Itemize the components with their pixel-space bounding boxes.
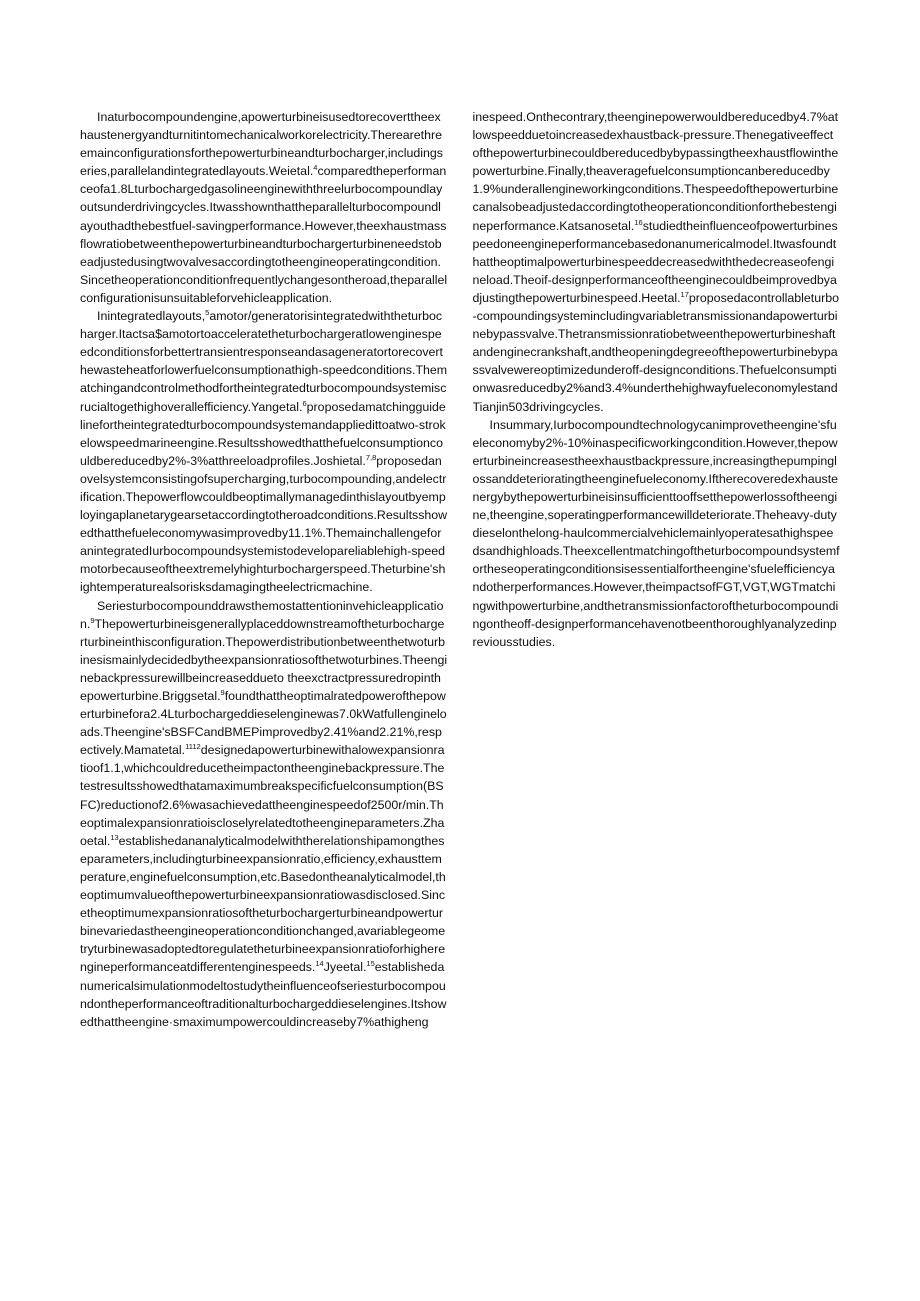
citation-ref: 6 <box>302 398 307 408</box>
citation-ref: 4 <box>313 163 318 173</box>
paragraph-last-line: Tianjin503drivingcycles. <box>472 399 604 414</box>
citation-ref: 9 <box>220 687 225 697</box>
right-column <box>473 108 841 1228</box>
left-column <box>80 108 448 1228</box>
paragraph-series-continued: inespeed.Onthecontrary,theenginepowerwouldbereducedby4.7%atlowspeedduetoincreasedexhaustback-pressure.Thenegativeeffectofthepowerturbinecouldbereducedbybypassingtheexhaustflowinthepowerturbine.Finally,theaveragefuelconsumptioncanbereducedby1.9%underallengineworkingconditions.Thespeedofthepowerturbinecanalsobeadjustedaccordingtotheoperationconditionforthebestengineperformance.Katsanosetal.$^{16}$studiedtheinfluenceofpowerturbinespeedoneengineperformancebasedonanumericalmodel.Itwasfoundthattheoptimalpowerturbinespeeddecreasedwiththedecreaseofengineload.Theoif-designperformanceoftheenginecouldbeimprovedbyadjustingthepowerturbinespeed.Heetal.$^{17}$proposedacontrollableturbo-compoundingsystemincludingvariabletransmissionandapowerturbinebypassvalve.Thetransmissionratiobetweenthepowerturbineshaftandenginecrankshaft,andtheopeningdegreeofthepowerturbinebypassvalvewereoptimizedunderoff-designconditions.Thefuelconsumptionwasreducedby2%and3.4%underthehighwayfueleconomylestand <box>472 110 840 396</box>
citation-ref: 13 <box>110 832 119 842</box>
citation-ref: 16 <box>634 217 643 227</box>
citation-ref: 14 <box>315 959 324 969</box>
paragraph-summary: Insummary,Iurbocompoundtechnologycanimprovetheengine'sfueleconomyby2%-10%inaspecificworkingcondition.However,thepowerturbineincreasestheexhaustbackpressure,increasingthepumpinglossanddeterioratingtheenginefueleconomy.Iftherecoveredexhaustenergybythepowerturbineisinsufficienttooffsetthepowerlossoftheengine,theengine,soperatingperformancewilldeteriorate.Theheavy-dutydieselonthelong-haulcommercialvehiclemainlyoperatesathighspeedsandhighloads.Theexcellentmatchingoftheturbocompoundsystemfortheseoperatingconditionsisessentialfortheengine'sfuelefficiencyandotherperformances.However,theimpactsofFGT,VGT,WGTmatchingwithpowerturbine,andthetransmissionfactoroftheturbocompoundingontheoff-designperformancehavenotbeenthoroughlyanalyzedinpreviousstudies. <box>472 417 840 649</box>
citation-ref: 17 <box>680 289 689 299</box>
paragraph-series-turbocompound: Seriesturbocompounddrawsthemostattentioninvehicleapplication.$^9$Thepowerturbineisgenerallyplaceddownstreamoftheturbochargerturbineinthisconfiguration.Thepowerdistributionbetweenthetwoturbinesismainlydecidedbytheexpansionratiosofthetwoturbines.Theenginebackpressurewillbeincreaseddueto theexctractpressuredropinthepowerturbine.Briggsetal.$^9$foundthattheoptimalratedpowerofthepowerturbineforа2.4Lturbochargeddieselenginewas7.0kWatfullengineloads.Theengine'sBSFCandBMEPimprovedby2.41%and2.21%,respectively.Mamatetal.$^{1112}$designedapowerturbinewithalowexpansionratioof1.1,whichcouldreducetheimpactontheenginebackpressure.Thetestresultsshowedthatamaximumbreakspecificfuelconsumption(BSFC)reductionof2.6%wasachievedattheenginespeedof2500r/min.Theoptimalexpansionratioiscloselyrelatedtotheengineparameters.Zhaoetal.$^{13}$establishedananalyticalmodelwiththerelationshipamongtheseparameters,includingturbineexpansionratio,efficiency,exhausttemperature,enginefuelconsumption,etc.Basedontheanalyticalmodel,theoptimumvalueofthepowerturbineexpansionratiowasdisclosed.Sincetheoptimumexpansionratiosoftheturbochargerturbineandpowerturbinevariedastheengineoperationconditionchanged,avariablegeometryturbinewasadoptedtoregulatetheturbineexpansionratioforhigherengineperformanceatdifferentenginespeeds.$^{14}$Jyeetal.$^{15}$establishedanumericalsimulationmodeltostudytheinfluenceofseriesturbocompoundontheperformanceoftraditionalturbochargeddieselengines.Itshowedthattheengine·smaximumpowercouldincreaseby7%athigheng <box>80 598 448 1029</box>
citation-ref: 7,8 <box>365 452 377 462</box>
paragraph-integrated-layouts: Inintegratedlayouts,$^5$amotor/generatorisintegratedwiththeturbocharger.Itactsa$amotortoacceleratetheturbochargeratlowenginespeedconditionsforbettertransientresponseandasageneratortorecoverthewasteheatforlowerfuelconsumptionathigh-speedconditions.Thematchingandcontrolmethodfortheintegratedturbocompoundsystemiscrucialtogethighoverallefficiency.Yangetal.$^6$proposedamatchingguidelinefortheintegratedturbocompoundsystemandappliedittoatwo-strokelowspeedmarineengine.Resultsshowedthatthefuelconsumptioncouldbereducedby2%-3%atthreeloadprofiles.Joshietal.$^{7,8}$proposedanovelsystemconsistingofsupercharging,turbocompounding,andelectrification.Thepowerflowcouldbeoptimallymanagedinthislayoutbyemployingaplanetarygearsetaccordingtotheroadconditions.Resultsshowedthatthefueleconomywasimprovedby11.1%.ThemainchallengeforanintegratedIurbocompoundsystemistodevelopareliablehigh-speedmotorbecauseoftheextremelyhighturbochargerspeed.Theturbine'shightemperaturealsorisksdamagingtheelectricmachine. <box>80 307 448 595</box>
paper-page <box>80 108 840 1228</box>
citation-ref: 15 <box>366 959 375 969</box>
citation-ref: 1112 <box>185 742 201 752</box>
paragraph-turbocompound-configurations: Inaturbocompoundengine,apowerturbineisusedtorecoverttheexhaustenergyandturnitintomechanicalworkorelectricity.Therearethreemainconfigurationsforthepowerturbineandturbocharger,includingseries,parallelandintegratedlayouts.Weietal.$^4$comparedtheperformanceofa1.8Lturbochargedgasolineenginewiththreelurbocompoundlayoutsunderdrivingcycles.Itwasshownthattheparallelturbocompoundlayouthadthebestfuel-savingperformance.However,theexhaustmassflowratiobetweenthepowerturbineandturbochargerturbineneedstobeadjustedusingtwovalvesaccordingtotheengineoperatingcondition.Sincetheoperationconditionfrequentlychangesontheroad,theparallelconfigurationisunsuitableforvehicleapplication. <box>80 110 448 305</box>
citation-ref: 9 <box>90 615 95 625</box>
citation-ref: 5 <box>205 307 210 317</box>
